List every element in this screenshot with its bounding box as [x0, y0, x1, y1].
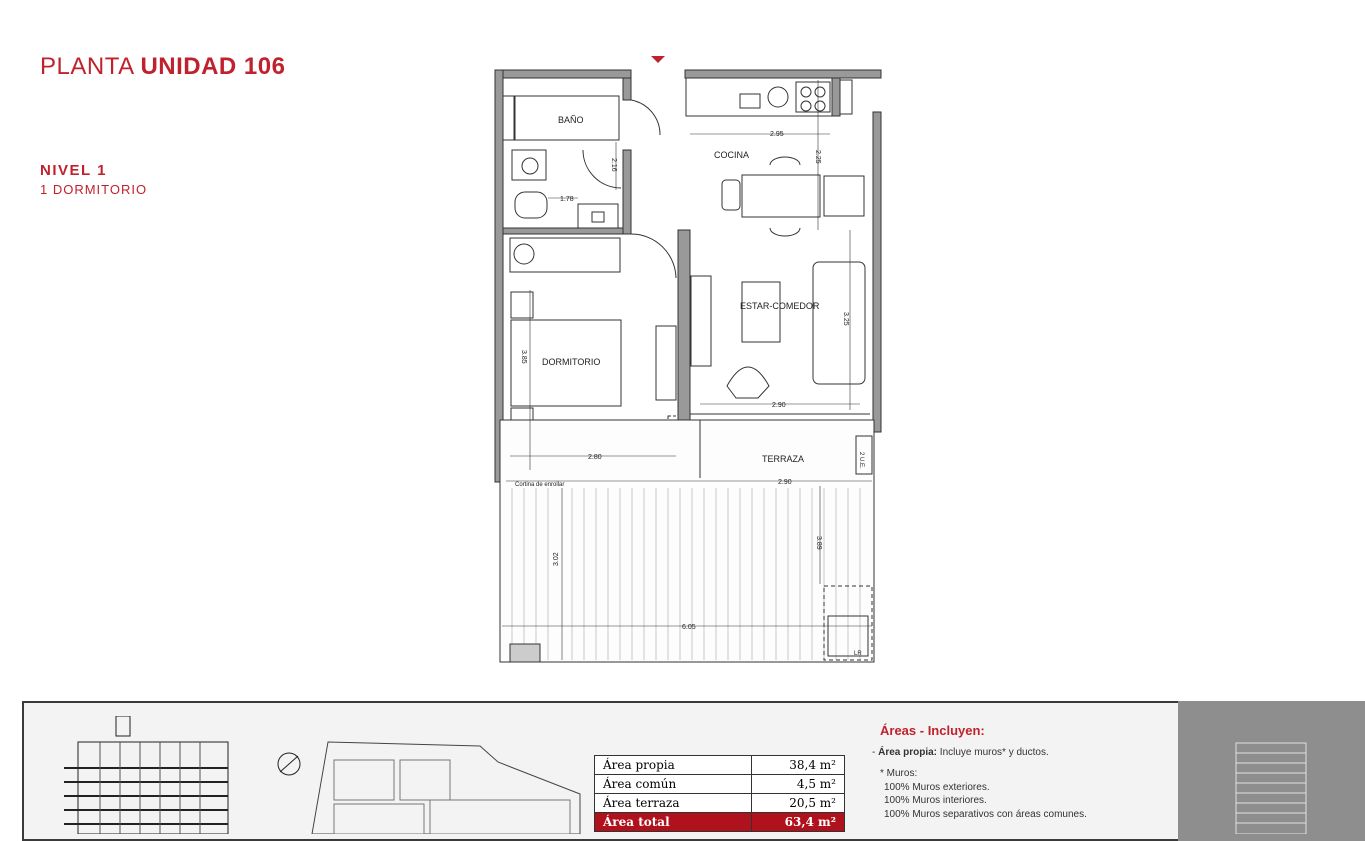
sink-icon [522, 158, 538, 174]
wall [685, 70, 881, 78]
armchair [727, 367, 769, 398]
svg-text:2.90: 2.90 [772, 402, 786, 409]
kitchen-counter [686, 78, 832, 116]
room-label-terraza: TERRAZA [762, 454, 805, 464]
wall [873, 112, 881, 432]
room-label-bano: BAÑO [558, 115, 584, 125]
svg-text:2.16: 2.16 [610, 158, 617, 172]
table-row: Área común 4,5 m² [595, 775, 845, 794]
wardrobe [510, 238, 620, 272]
svg-text:1.78: 1.78 [560, 196, 574, 203]
vanity [512, 150, 546, 180]
planter [510, 644, 540, 662]
building-elevation [60, 716, 230, 834]
cabinet [824, 176, 864, 216]
svg-text:2.90: 2.90 [778, 479, 792, 486]
wall [495, 70, 631, 78]
wall [503, 228, 623, 234]
sink-icon [740, 94, 760, 108]
page-title [40, 53, 285, 81]
svg-text:2.95: 2.95 [770, 131, 784, 138]
svg-text:3.89: 3.89 [815, 536, 822, 550]
svg-text:LR: LR [854, 651, 862, 657]
dining-table [742, 175, 820, 217]
svg-text:2.25: 2.25 [814, 150, 821, 164]
orientation-marker [651, 56, 665, 63]
unit-name: UNIDAD 106 [140, 53, 286, 80]
building-thumbnail [1178, 701, 1365, 841]
room-label-estar: ESTAR-COMEDOR [740, 301, 820, 311]
bedrooms-label: 1 DORMITORIO [40, 182, 148, 197]
room-label-dormitorio: DORMITORIO [542, 357, 601, 367]
areas-include-notes: Áreas - Incluyen: - Área propia: Incluye muros* y ductos. * Muros: 100% Muros exteriores. 100% Muros interiores. 100% Muros separativos con áreas comunes. [872, 724, 1172, 821]
coffee-table [742, 282, 780, 342]
bath-counter [578, 204, 618, 228]
door-swing [631, 100, 660, 135]
total-row: Área total 63,4 m² [595, 813, 845, 832]
svg-text:2 U.E.: 2 U.E. [858, 452, 864, 469]
level-label: NIVEL 1 [40, 162, 107, 179]
table-row: Área terraza 20,5 m² [595, 794, 845, 813]
wall [832, 78, 840, 116]
svg-text:2.80: 2.80 [588, 454, 602, 461]
table-row: Área propia 38,4 m² [595, 756, 845, 775]
room-label-cocina: COCINA [714, 150, 750, 160]
tv-unit [691, 276, 711, 366]
sofa [813, 262, 865, 384]
svg-text:3.85: 3.85 [520, 350, 527, 364]
toilet [515, 192, 547, 218]
svg-text:3.02: 3.02 [553, 552, 560, 566]
title-prefix: PLANTA [40, 53, 134, 80]
areas-table [594, 755, 845, 832]
svg-text:Cortina de enrollar: Cortina de enrollar [515, 482, 565, 488]
site-plan [270, 740, 590, 834]
bath-cabinet [503, 96, 515, 140]
floor-plan [480, 50, 900, 670]
door-swing [631, 234, 676, 278]
desk [656, 326, 676, 400]
svg-text:6.05: 6.05 [682, 624, 696, 631]
wall [623, 150, 631, 234]
svg-text:3.25: 3.25 [842, 312, 849, 326]
areas-include-heading: Áreas - Incluyen: [880, 723, 985, 738]
wall [623, 78, 631, 100]
